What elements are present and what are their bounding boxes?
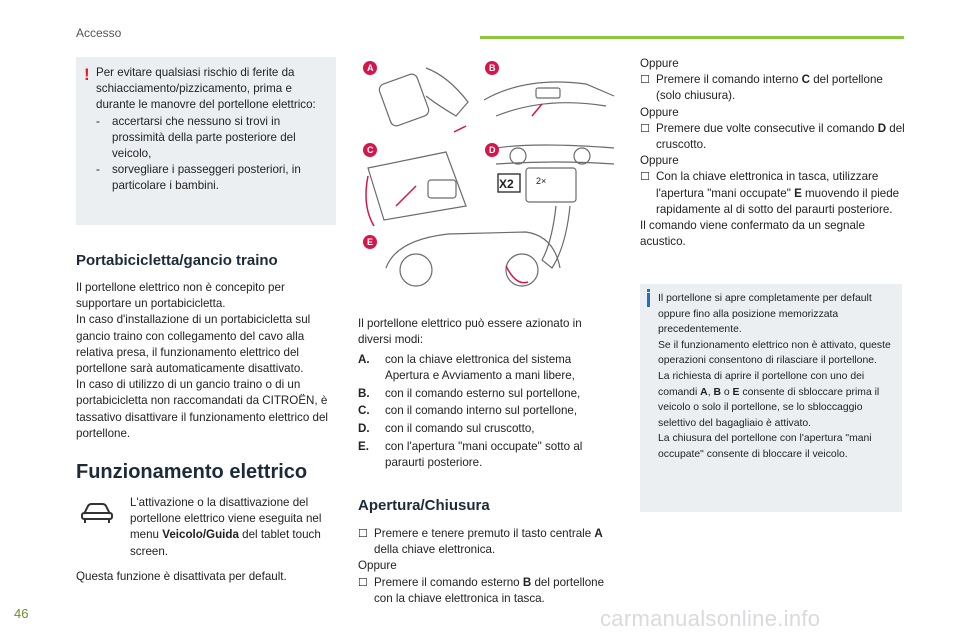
x2-label: X2: [499, 177, 514, 191]
oppure-label: Oppure: [640, 154, 679, 168]
list-item: A. con la chiave elettronica del sistema Apertura e Avviamento a mani libere,: [358, 353, 575, 383]
info-line: La chiusura del portellone con l'apertura "mani occupate" consente di bloccare il veicolo.: [658, 433, 872, 460]
times-label: 2×: [536, 176, 547, 186]
step-hands-free: ☐ Con la chiave elettronica in tasca, utilizzare l'apertura "mani occupate" E muovendo il piede rapidamente al di sotto del paraurti posteriore.: [640, 170, 900, 216]
warning-icon: !: [84, 65, 90, 84]
info-box: [640, 284, 902, 512]
svg-text:A: A: [367, 63, 374, 73]
electric-heading: Funzionamento elettrico: [76, 461, 308, 483]
page-number: 46: [14, 606, 29, 621]
tailgate-illustration: [356, 56, 616, 296]
warning-intro: Per evitare qualsiasi rischio di ferite da schiacciamento/pizzicamento, prima e durante le manovre del portellone elettrico:: [96, 66, 316, 112]
warning-item: - accertarsi che nessuno si trovi in prossimità della parte posteriore del veicolo,: [96, 114, 296, 161]
list-item: D. con il comando sul cruscotto,: [358, 421, 535, 435]
opening-steps-1: [358, 526, 620, 607]
svg-text:D: D: [489, 145, 496, 155]
oppure-label: Oppure: [640, 105, 679, 119]
header-rule: [480, 36, 904, 39]
oppure-label: Oppure: [640, 57, 679, 70]
bike-text: Il portellone elettrico non è concepito per supportare un portabicicletta. In caso d'installazione di un portabicicletta sul gancio traino con collegamento del cavo alla relativa presa, il funzionamento elettrico del portellone sarà automaticamente disattivato. In caso di utilizzo di un gancio traino o di un portabicicletta non raccomandati da CITROËN, è tassativo disattivare il funzionamento elettrico del portellone.: [76, 281, 328, 440]
warning-item: - sorvegliare i passeggeri posteriori, in particolare i bambini.: [96, 163, 301, 193]
info-icon: [647, 289, 650, 292]
svg-text:E: E: [367, 237, 374, 247]
list-item: E. con l'apertura "mani occupate" sotto al paraurti posteriore.: [358, 439, 583, 469]
svg-text:B: B: [489, 63, 496, 73]
info-line: Se il funzionamento elettrico non è attivato, queste operazioni consentono di rilasciare il portellone.: [658, 339, 891, 367]
info-line: La richiesta di aprire il portellone con uno dei comandi A, B o E consente di sbloccare prima il veicolo o solo il portellone, se lo sbloccaggio selettivo del bagagliaio è attivato.: [658, 370, 880, 429]
list-item: C. con il comando interno sul portellone,: [358, 404, 578, 418]
electric-text: L'attivazione o la disattivazione del portellone elettrico viene eseguita nel menu Veicolo/Guida del tablet touch screen.: [130, 496, 322, 558]
confirm-text: Il comando viene confermato da un segnale acustico.: [640, 219, 865, 249]
section-label: Accesso: [76, 26, 122, 40]
opening-steps-2: [640, 56, 908, 250]
default-text: Questa funzione è disattivata per default.: [76, 570, 287, 583]
svg-text:C: C: [367, 145, 374, 155]
modes-intro: Il portellone elettrico può essere azionato in diversi modi:: [358, 317, 582, 347]
oppure-label: Oppure: [358, 559, 397, 573]
step-dashboard: ☐ Premere due volte consecutive il comando D del cruscotto.: [640, 121, 905, 152]
warning-box: [76, 57, 336, 225]
bike-heading: Portabicicletta/gancio traino: [76, 252, 278, 269]
list-item: B. con il comando esterno sul portellone,: [358, 386, 581, 400]
step-external: ☐ Premere il comando esterno B del portellone con la chiave elettronica in tasca.: [358, 575, 605, 605]
car-settings-icon: [80, 500, 114, 529]
step-key: ☐ Premere e tenere premuto il tasto centrale A della chiave elettronica.: [358, 527, 603, 557]
info-line: Il portellone si apre completamente per default oppure fino alla posizione memorizzata precedentemente.: [658, 293, 872, 336]
opening-heading: Apertura/Chiusura: [358, 497, 490, 514]
step-internal: ☐ Premere il comando interno C del portellone (solo chiusura).: [640, 73, 883, 103]
watermark: carmanualsonline.info: [600, 606, 821, 631]
modes-list: [358, 352, 618, 472]
